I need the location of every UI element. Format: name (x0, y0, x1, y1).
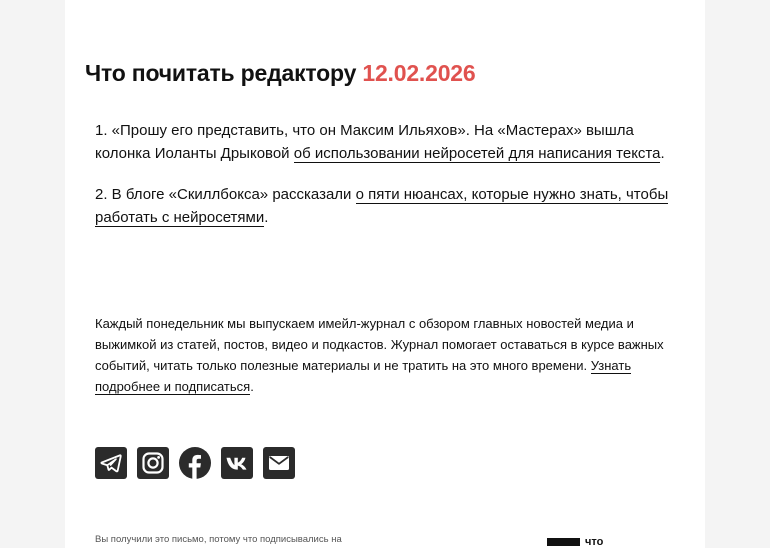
description-text: Каждый понедельник мы выпускаем имейл-журнал с обзором главных новостей медиа и выжимкой из статей, постов, видео и подкастов. Журнал помогает оставаться в курсе важных событий, читать только полезные материалы и не тратить на это много времени. (95, 316, 664, 373)
email-icon[interactable] (263, 447, 295, 479)
item-text: 2. В блоге «Скиллбокса» рассказали (95, 186, 356, 203)
vk-icon[interactable] (221, 447, 253, 479)
social-links (95, 447, 305, 479)
list-item (95, 120, 675, 165)
subscribe-link[interactable]: Узнать подробнее и подписаться (95, 358, 632, 394)
brand-logo (547, 536, 603, 548)
instagram-icon[interactable] (137, 447, 169, 479)
journal-description (95, 313, 677, 397)
newsletter-card (65, 0, 705, 548)
facebook-icon[interactable] (179, 447, 211, 479)
title-text: Что почитать редактору (85, 60, 357, 86)
item-text: 1. «Прошу его представить, что он Максим Ильяхов». На «Мастерах» вышла колонка Иоланты Дрыковой (95, 122, 634, 162)
description-suffix: . (250, 379, 254, 394)
logo-mark (547, 538, 580, 546)
footer-notice: Вы получили это письмо, потому что подписывались на (95, 534, 342, 545)
page-title (85, 60, 476, 87)
item-suffix: . (660, 144, 665, 162)
item-suffix: . (264, 208, 269, 226)
list-item (95, 184, 675, 229)
logo-text: что (585, 536, 604, 548)
title-date: 12.02.2026 (362, 60, 476, 86)
item-link[interactable]: о пяти нюансах, которые нужно знать, чтобы работать с нейросетями (95, 186, 669, 226)
reading-list (95, 120, 675, 248)
item-link[interactable]: об использовании нейросетей для написания текста (293, 144, 661, 162)
telegram-icon[interactable] (95, 447, 127, 479)
